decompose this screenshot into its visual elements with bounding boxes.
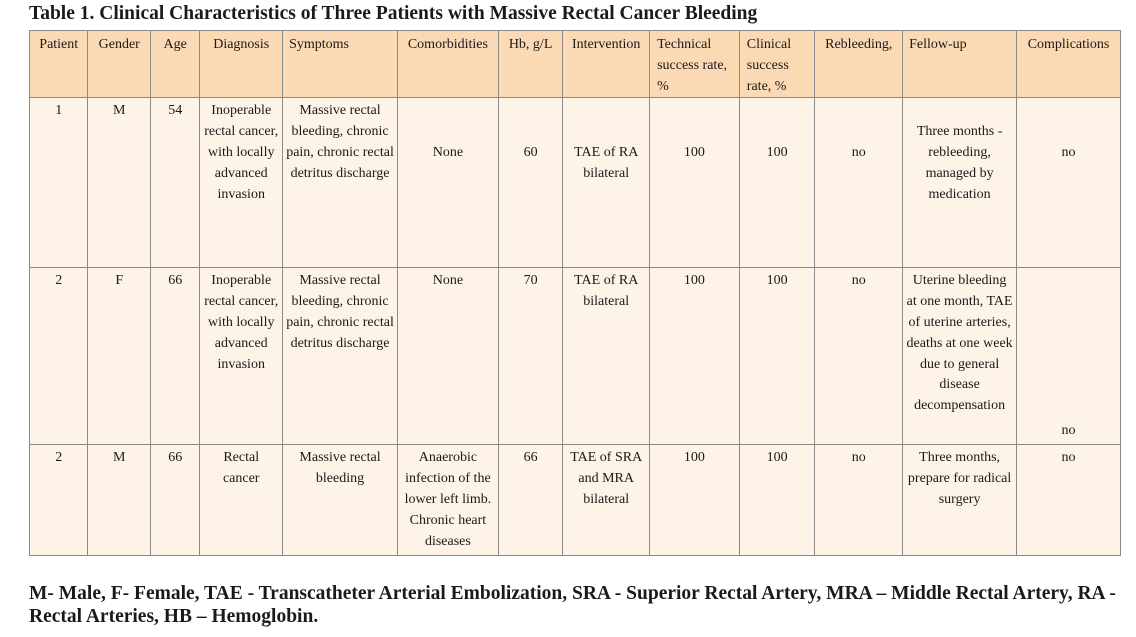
cell-complications: no: [1017, 445, 1121, 556]
cell-follow-up: Three months - rebleeding, managed by medication: [903, 98, 1017, 268]
cell-age: 66: [150, 268, 199, 445]
table-footnote: M- Male, F- Female, TAE - Transcatheter Arterial Embolization, SRA - Superior Rectal Artery, MRA – Middle Rectal Artery, RA - Rectal Arteries, HB – Hemoglobin.: [29, 583, 1116, 627]
col-header-technical-success: Technical success rate, %: [650, 31, 740, 98]
table-row: [30, 98, 1121, 268]
cell-follow-up: Uterine bleeding at one month, TAE of uterine arteries, deaths at one week due to general disease decompensation: [903, 268, 1017, 445]
cell-clinical-success: 100: [739, 268, 815, 445]
cell-clinical-success: 100: [739, 445, 815, 556]
cell-technical-success: 100: [650, 98, 740, 268]
col-header-intervention: Intervention: [563, 31, 650, 98]
cell-complications: no: [1017, 268, 1121, 445]
header-row: [30, 31, 1121, 98]
cell-age: 66: [150, 445, 199, 556]
cell-patient: 2: [30, 268, 88, 445]
cell-diagnosis: Inoperable rectal cancer, with locally advanced invasion: [200, 268, 283, 445]
clinical-table: [29, 30, 1121, 556]
cell-hb: 70: [498, 268, 563, 445]
cell-hb: 66: [498, 445, 563, 556]
cell-intervention: TAE of RA bilateral: [563, 268, 650, 445]
col-header-comorbidities: Comorbidities: [398, 31, 499, 98]
col-header-hb: Hb, g/L: [498, 31, 563, 98]
cell-intervention: TAE of RA bilateral: [563, 98, 650, 268]
table-row: [30, 268, 1121, 445]
cell-gender: M: [88, 98, 151, 268]
cell-gender: M: [88, 445, 151, 556]
col-header-rebleeding: Rebleeding,: [815, 31, 903, 98]
cell-complications: no: [1017, 98, 1121, 268]
cell-follow-up: Three months, prepare for radical surgery: [903, 445, 1017, 556]
cell-intervention: TAE of SRA and MRA bilateral: [563, 445, 650, 556]
col-header-follow-up: Fellow-up: [903, 31, 1017, 98]
col-header-age: Age: [150, 31, 199, 98]
cell-comorbidities: None: [398, 268, 499, 445]
cell-diagnosis: Rectal cancer: [200, 445, 283, 556]
cell-patient: 1: [30, 98, 88, 268]
table-row: [30, 445, 1121, 556]
cell-symptoms: Massive rectal bleeding: [283, 445, 398, 556]
cell-rebleeding: no: [815, 445, 903, 556]
cell-diagnosis: Inoperable rectal cancer, with locally advanced invasion: [200, 98, 283, 268]
col-header-patient: Patient: [30, 31, 88, 98]
cell-patient: 2: [30, 445, 88, 556]
cell-symptoms: Massive rectal bleeding, chronic pain, chronic rectal detritus discharge: [283, 268, 398, 445]
col-header-clinical-success: Clinical success rate, %: [739, 31, 815, 98]
col-header-gender: Gender: [88, 31, 151, 98]
col-header-diagnosis: Diagnosis: [200, 31, 283, 98]
col-header-complications: Complications: [1017, 31, 1121, 98]
cell-hb: 60: [498, 98, 563, 268]
cell-gender: F: [88, 268, 151, 445]
cell-clinical-success: 100: [739, 98, 815, 268]
cell-rebleeding: no: [815, 98, 903, 268]
cell-technical-success: 100: [650, 268, 740, 445]
cell-comorbidities: None: [398, 98, 499, 268]
cell-rebleeding: no: [815, 268, 903, 445]
cell-age: 54: [150, 98, 199, 268]
cell-symptoms: Massive rectal bleeding, chronic pain, chronic rectal detritus discharge: [283, 98, 398, 268]
table-title: Table 1. Clinical Characteristics of Three Patients with Massive Rectal Cancer Bleeding: [29, 3, 758, 24]
cell-comorbidities: Anaerobic infection of the lower left limb. Chronic heart diseases: [398, 445, 499, 556]
cell-technical-success: 100: [650, 445, 740, 556]
col-header-symptoms: Symptoms: [283, 31, 398, 98]
